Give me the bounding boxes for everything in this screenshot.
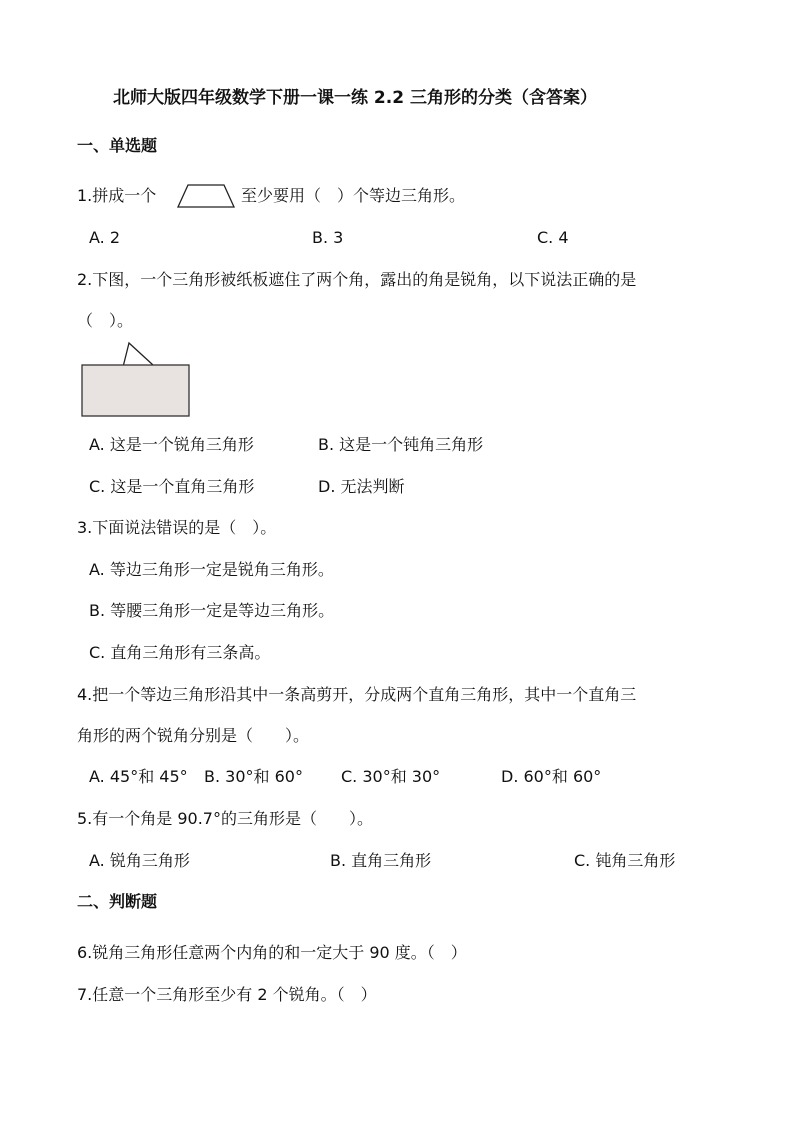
question-4-option-d[interactable]: D. 60°和 60°	[501, 767, 602, 786]
question-2-option-d[interactable]: D. 无法判断	[318, 477, 405, 496]
question-4-line-1: 4.把一个等边三角形沿其中一条高剪开，分成两个直角三角形，其中一个直角三	[77, 685, 637, 704]
question-1-suffix: 至少要用（ ）个等边三角形。	[241, 186, 466, 205]
question-1-option-b[interactable]: B. 3	[312, 228, 344, 247]
section-heading-judgement: 二、判断题	[77, 892, 158, 911]
question-5-text: 5.有一个角是 90.7°的三角形是（ ）。	[77, 809, 373, 828]
question-2-line-2: （ ）。	[77, 311, 134, 330]
question-5-option-c[interactable]: C. 钝角三角形	[574, 851, 676, 870]
question-4-option-b[interactable]: B. 30°和 60°	[204, 767, 303, 786]
question-6-text: 6.锐角三角形任意两个内角的和一定大于 90 度。（ ）	[77, 943, 467, 962]
page-title: 北师大版四年级数学下册一课一练 2.2 三角形的分类（含答案）	[113, 88, 597, 108]
question-5-option-b[interactable]: B. 直角三角形	[330, 851, 432, 870]
section-heading-single-choice: 一、单选题	[77, 136, 158, 155]
question-2-option-c[interactable]: C. 这是一个直角三角形	[89, 477, 255, 496]
question-1-option-a[interactable]: A. 2	[89, 228, 121, 247]
question-4-option-a[interactable]: A. 45°和 45°	[89, 767, 188, 786]
trapezoid-icon	[176, 183, 236, 209]
question-4-line-2: 角形的两个锐角分别是（ ）。	[77, 726, 310, 745]
question-1-option-c[interactable]: C. 4	[537, 228, 569, 247]
question-3-option-c[interactable]: C. 直角三角形有三条高。	[89, 643, 271, 662]
question-3-option-a[interactable]: A. 等边三角形一定是锐角三角形。	[89, 560, 334, 579]
question-5-option-a[interactable]: A. 锐角三角形	[89, 851, 190, 870]
question-7-text: 7.任意一个三角形至少有 2 个锐角。（ ）	[77, 985, 377, 1004]
question-3-option-b[interactable]: B. 等腰三角形一定是等边三角形。	[89, 601, 335, 620]
question-4-option-c[interactable]: C. 30°和 30°	[341, 767, 441, 786]
question-1-prefix: 1.拼成一个	[77, 186, 157, 205]
covered-triangle-icon	[80, 341, 192, 419]
question-2-option-b[interactable]: B. 这是一个钝角三角形	[318, 435, 484, 454]
question-2-option-a[interactable]: A. 这是一个锐角三角形	[89, 435, 254, 454]
question-3-text: 3.下面说法错误的是（ ）。	[77, 518, 277, 537]
question-2-line-1: 2.下图，一个三角形被纸板遮住了两个角，露出的角是锐角，以下说法正确的是	[77, 270, 637, 289]
